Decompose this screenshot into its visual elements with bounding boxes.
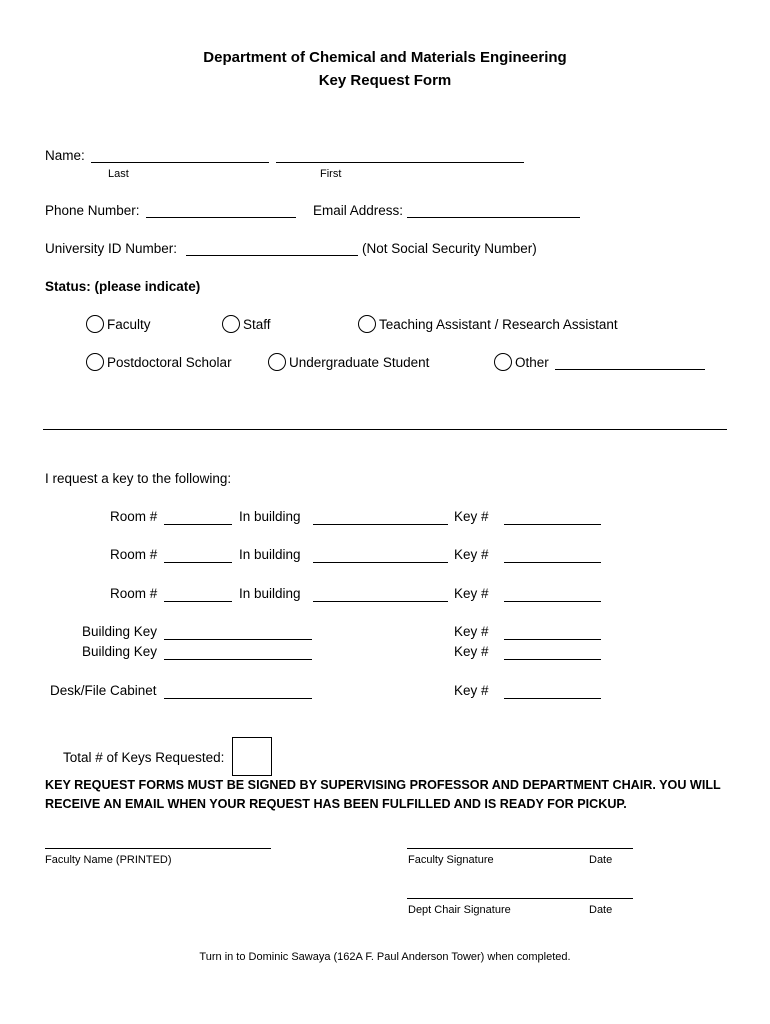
notice-line-2: RECEIVE AN EMAIL WHEN YOUR REQUEST HAS BEEN FULFILLED AND IS READY FOR PICKUP. bbox=[45, 797, 627, 811]
chair-signature-caption: Dept Chair Signature bbox=[408, 904, 511, 916]
undergrad-option-label: Undergraduate Student bbox=[289, 355, 430, 370]
total-keys-label: Total # of Keys Requested: bbox=[63, 750, 225, 765]
email-label: Email Address: bbox=[313, 203, 404, 218]
footer-instructions: Turn in to Dominic Sawaya (162A F. Paul Anderson Tower) when completed. bbox=[199, 951, 571, 963]
key-label: Key # bbox=[454, 644, 489, 659]
key-label: Key # bbox=[454, 547, 489, 562]
building-key-label: Building Key bbox=[82, 624, 158, 639]
desk-cabinet-label: Desk/File Cabinet bbox=[50, 683, 157, 698]
chair-date-caption: Date bbox=[589, 904, 613, 916]
last-caption: Last bbox=[108, 168, 129, 180]
first-caption: First bbox=[320, 168, 342, 180]
building-field-2[interactable] bbox=[313, 562, 448, 563]
name-label: Name: bbox=[45, 148, 85, 163]
key-label: Key # bbox=[454, 683, 489, 698]
key-label: Key # bbox=[454, 586, 489, 601]
faculty-signature-line[interactable] bbox=[407, 848, 633, 849]
other-radio[interactable] bbox=[494, 353, 512, 371]
key-field-1[interactable] bbox=[504, 524, 601, 525]
building-key-number-field-2[interactable] bbox=[504, 659, 601, 660]
university-id-label: University ID Number: bbox=[45, 241, 178, 256]
university-id-field[interactable] bbox=[186, 255, 358, 256]
room-field-2[interactable] bbox=[164, 562, 232, 563]
total-keys-box[interactable] bbox=[232, 737, 272, 776]
university-id-note: (Not Social Security Number) bbox=[362, 241, 537, 256]
building-key-field-2[interactable] bbox=[164, 659, 312, 660]
staff-option-label: Staff bbox=[243, 317, 271, 332]
section-divider bbox=[43, 429, 727, 430]
ta-ra-option-label: Teaching Assistant / Research Assistant bbox=[379, 317, 618, 332]
in-building-label: In building bbox=[239, 547, 301, 562]
last-name-field[interactable] bbox=[91, 162, 269, 163]
postdoc-option-label: Postdoctoral Scholar bbox=[107, 355, 232, 370]
undergrad-radio[interactable] bbox=[268, 353, 286, 371]
chair-signature-line[interactable] bbox=[407, 898, 633, 899]
faculty-date-caption: Date bbox=[589, 854, 613, 866]
key-field-2[interactable] bbox=[504, 562, 601, 563]
room-field-1[interactable] bbox=[164, 524, 232, 525]
desk-cabinet-field[interactable] bbox=[164, 698, 312, 699]
faculty-name-caption: Faculty Name (PRINTED) bbox=[45, 854, 172, 866]
first-name-field[interactable] bbox=[276, 162, 524, 163]
ta-ra-radio[interactable] bbox=[358, 315, 376, 333]
building-key-label: Building Key bbox=[82, 644, 158, 659]
other-option-label: Other bbox=[515, 355, 549, 370]
building-key-field-1[interactable] bbox=[164, 639, 312, 640]
room-label: Room # bbox=[110, 586, 158, 601]
building-field-1[interactable] bbox=[313, 524, 448, 525]
building-key-number-field-1[interactable] bbox=[504, 639, 601, 640]
in-building-label: In building bbox=[239, 509, 301, 524]
status-label: Status: (please indicate) bbox=[45, 279, 201, 294]
key-field-3[interactable] bbox=[504, 601, 601, 602]
faculty-option-label: Faculty bbox=[107, 317, 151, 332]
request-intro: I request a key to the following: bbox=[45, 471, 232, 486]
postdoc-radio[interactable] bbox=[86, 353, 104, 371]
faculty-name-line[interactable] bbox=[45, 848, 271, 849]
building-field-3[interactable] bbox=[313, 601, 448, 602]
key-label: Key # bbox=[454, 509, 489, 524]
room-label: Room # bbox=[110, 509, 158, 524]
phone-label: Phone Number: bbox=[45, 203, 140, 218]
key-label: Key # bbox=[454, 624, 489, 639]
in-building-label: In building bbox=[239, 586, 301, 601]
faculty-radio[interactable] bbox=[86, 315, 104, 333]
desk-key-number-field[interactable] bbox=[504, 698, 601, 699]
other-specify-field[interactable] bbox=[555, 369, 705, 370]
room-label: Room # bbox=[110, 547, 158, 562]
staff-radio[interactable] bbox=[222, 315, 240, 333]
phone-field[interactable] bbox=[146, 217, 296, 218]
notice-line-1: KEY REQUEST FORMS MUST BE SIGNED BY SUPERVISING PROFESSOR AND DEPARTMENT CHAIR. YOU WILL bbox=[45, 778, 721, 792]
department-title: Department of Chemical and Materials Engineering bbox=[203, 49, 567, 66]
form-title: Key Request Form bbox=[318, 72, 452, 89]
email-field[interactable] bbox=[407, 217, 580, 218]
room-field-3[interactable] bbox=[164, 601, 232, 602]
faculty-signature-caption: Faculty Signature bbox=[408, 854, 494, 866]
